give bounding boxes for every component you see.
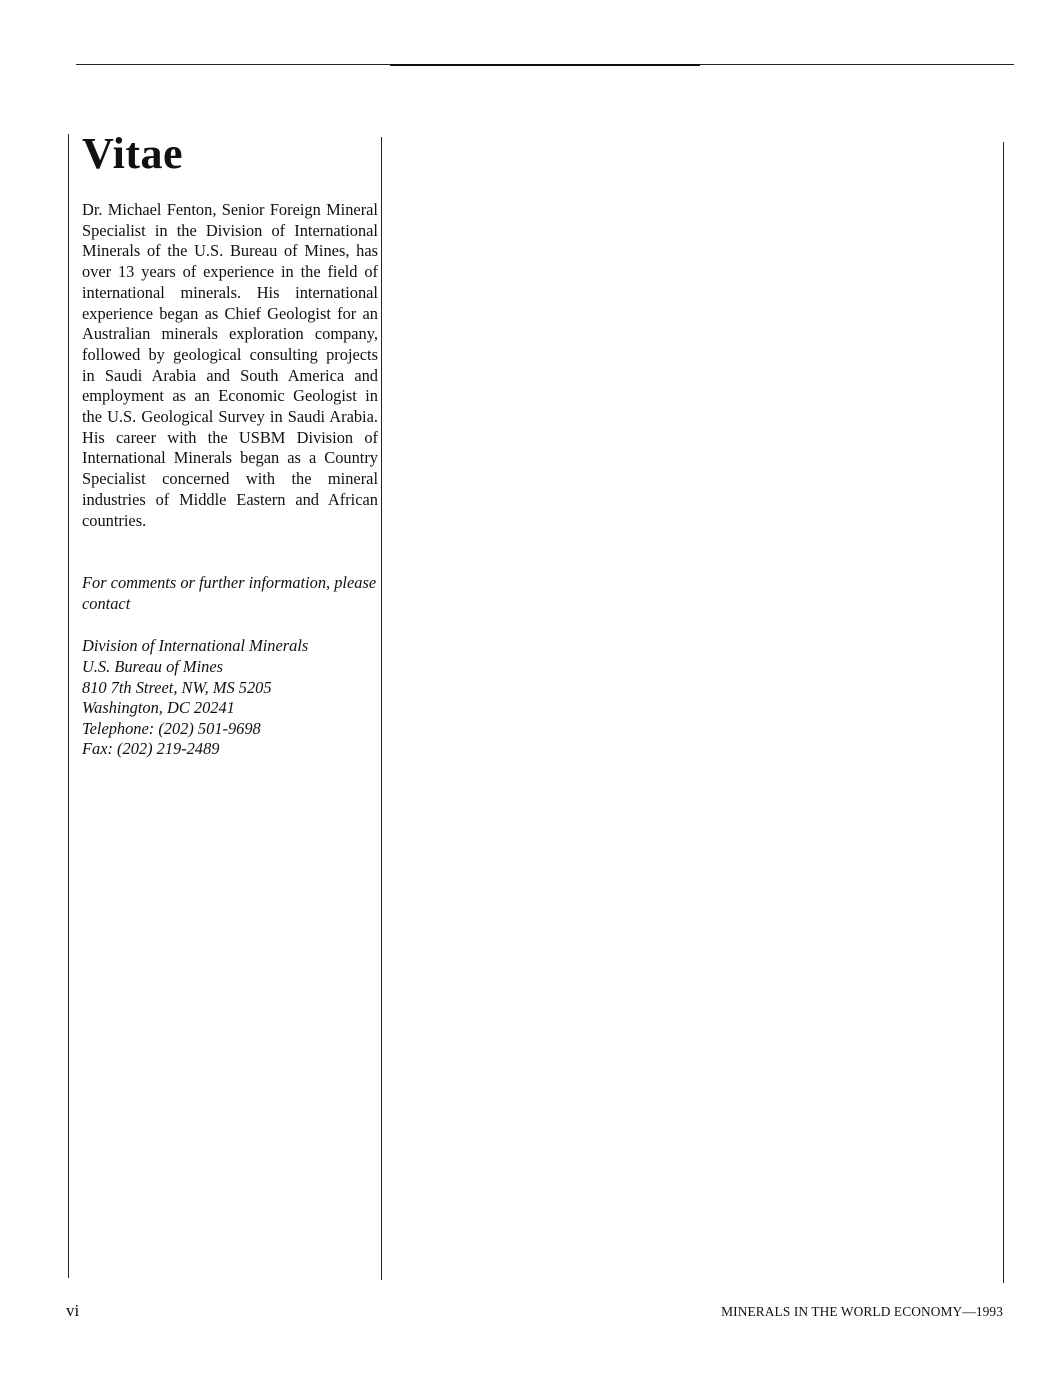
address-fax: Fax: (202) 219-2489: [82, 739, 220, 759]
page-title: Vitae: [82, 129, 184, 178]
address-division: Division of International Minerals: [82, 636, 309, 656]
address-city: Washington, DC 20241: [82, 698, 235, 718]
biography-paragraph: Dr. Michael Fenton, Senior Foreign Mineral Specialist in the Division of International Minerals of the U.S. Bureau of Mines, has over 13 years of experience in the field of international minerals. His international experience began as Chief Geologist for an Australian minerals exploration company, followed by geological consulting projects in Saudi Arabia and South America and employment as an Economic Geologist in the U.S. Geological Survey in Saudi Arabia. His career with the USBM Division of International Minerals began as a Country Specialist concerned with the mineral industries of Middle Eastern and African countries.: [82, 200, 378, 530]
vitae-column: [82, 128, 378, 760]
left-column-rule: [68, 134, 69, 1278]
address-bureau: U.S. Bureau of Mines: [82, 657, 223, 677]
contact-intro: For comments or further information, please contact: [82, 573, 377, 613]
column-divider-rule: [381, 137, 382, 1280]
contact-address: [82, 636, 378, 760]
right-column-rule: [1003, 142, 1004, 1283]
page-number: vi: [66, 1301, 80, 1320]
running-footer: MINERALS IN THE WORLD ECONOMY—1993: [721, 1304, 1003, 1319]
address-telephone: Telephone: (202) 501-9698: [82, 718, 261, 738]
top-rule-accent: [390, 64, 700, 66]
address-street: 810 7th Street, NW, MS 5205: [82, 677, 272, 697]
